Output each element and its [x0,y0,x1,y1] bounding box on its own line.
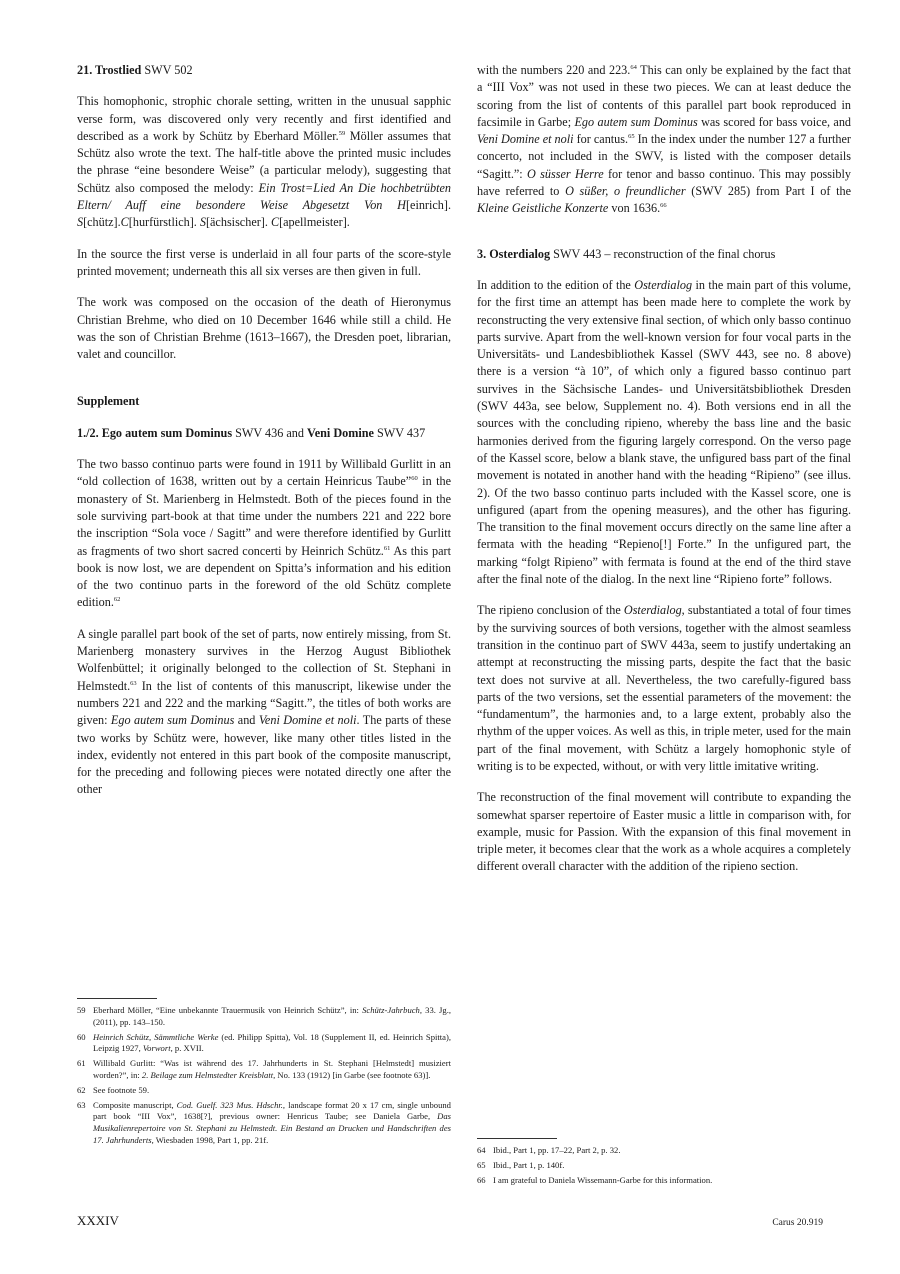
footnote-divider [77,998,157,999]
footnote: 63 Composite manuscript, Cod. Guelf. 323 Mus. Hdschr., landscape format 20 x 17 cm, single unbound part book “III Vox”, 1638[?], previous owner: Henricus Taube; see Daniela Garbe, Das Musikalienrepertoire von St. Stephani zu Helmstedt. Ein Bestand an Drucken und Handschriften des 17. Jahrhunderts, Wiesbaden 1998, Part 1, pp. 21f. [77,1099,451,1145]
paragraph: The work was composed on the occasion of the death of Hieronymus Christian Brehme, who died on 10 December 1646 while still a child. He was the son of Christian Brehme (1613–1667), the Dresden poet, librarian, valet and councillor. [77,295,451,362]
supplement-heading: Supplement [77,394,140,409]
footnotes-right [477,1138,851,1189]
paragraph: A single parallel part book of the set of parts, now entirely missing, from St. Marienberg monastery survives in the Herzog August Bibliothek Wolfenbüttel; it originally belonged to the collection of St. Stephani in Helmstedt.$^{63}$ In the list of contents of this manuscript, likewise under the numbers 221 and 222 and the marking “Sagitt.”, the titles of both works are given: Ego autem sum Dominus and Veni Domine et noli. The parts of these two works by Schütz were, however, like many other titles listed in the index, evidently not entered in this part book of the composite manuscript, for the preceding and following pieces were notated directly one after the other [77,626,451,797]
footnote-ref[interactable]: 63 [130,679,137,687]
footnote: 64 Ibid., Part 1, pp. 17–22, Part 2, p. 32. [477,1145,621,1155]
page-number: XXXIV [77,1213,119,1228]
paragraph: with the numbers 220 and 223.64 This can only be explained by the fact that a “III Vox” was not used in these two pieces. We can at least deduce the scoring from the list of contents of this parallel part book reproduced in facsimile in Garbe; Ego autem sum Dominus was scored for bass voice, and Veni Domine et noli for cantus.$^{65}$ In the index under the number 127 a further concerto, not included in the SWV, is listed with the composer details “Sagitt.”: O süsser Herre for tenor and basso continuo. This may possibly have referred to O süßer, o freundlicher (SWV 285) from Part I of the Kleine Geistliche Konzerte von 1636.66 [477,63,852,216]
footnote: 61 Willibald Gurlitt: “Was ist während des 17. Jahrhunderts in St. Stephani [Helmstedt] musiziert worden?”, in: 2. Beilage zum Helmstedter Kreisblatt, No. 133 (1912) [in Garbe (see footnote 63)]. [77,1058,451,1080]
footnote: 62 See footnote 59. [77,1084,150,1095]
paragraph: In the source the first verse is underlaid in all four parts of the score-style printed movement; underneath this all six verses are then given in full. [77,246,451,278]
footnote-ref[interactable]: 60 [411,475,418,483]
right-column [477,62,851,890]
footnote: 60 Heinrich Schütz, Sämmtliche Werke (ed. Philipp Spitta), Vol. 18 (Supplement II, ed. Heinrich Spitta), Leipzig 1927, Vorwort, p. XVII. [77,1031,451,1054]
left-column [77,62,451,813]
paragraph: In addition to the edition of the Osterdialog in the main part of this volume, for the first time an attempt has been made here to complete the work by reconstructing the very extensive final section, of which only basso continuo parts survive. Apart from the well-known version for four vocal parts in the Universitäts- und Landesbibliothek Kassel (SWV 443, see no. 8 above) there is a version “à 10”, of which only a figured basso continuo part survives in the Sächsische Landes- und Universitätsbibliothek Dresden (SWV 443a, see below, Supplement no. 4). Both versions end in all the sources with the concluding ripieno, whereby the bass line and the basic harmonies derived from the figuring largely correspond. On the verso page of the Kassel score, below a blank stave, the unfigured bass part of the final movement is notated in another hand with the heading “Ripieno” (see illus. 2). Of the two basso continuo parts included with the Kassel score, one is unfigured (apart from the opening measures), and the other has figuring. The transition to the final movement occurs directly on the same line after a fermata with the heading “Repieno[!] Forte.” In the unfigured part, the marking “folgt Ripieno” with fermata is found at the end of the third stave after the final note of the dialog. In the next line “Ripieno forte” follows. [477,277,851,587]
footnote-divider [477,1138,557,1139]
footnote-ref[interactable]: 61 [383,544,391,552]
paragraph: The reconstruction of the final movement will contribute to expanding the somewhat sparser repertoire of Easter music a little in comparison with, for example, music for Passion. With the expansion of this final movement in triple meter, it becomes clear that the work as a whole acquires a completely different overall character with the addition of the ripieno section. [477,790,851,874]
footnote-ref[interactable]: 59 [338,129,346,137]
footnote-ref[interactable]: 62 [113,596,121,604]
paragraph: The two basso continuo parts were found in 1911 by Willibald Gurlitt in an “old collection of 1638, written out by a certain Heinricus Taube”$^{60}$ in the monastery of St. Marienberg in Helmstedt. Both of the pieces found in the sole surviving part-book at that time under the numbers 221 and 222 bore the inscription “Sola voce / Sagitt” and were therefore identified by Gurlitt as fragments of two short sacred concerti by Heinrich Schütz.$^{61}$ As this part book is now lost, we are dependent on Spitta’s information and his edition of the two continuo parts in the foreword of the old Schütz complete edition.$^{62}$ [77,457,452,610]
footnote-ref[interactable]: 65 [628,133,635,141]
footnote: 66 I am grateful to Daniela Wissemann-Garbe for this information. [477,1174,713,1185]
footnotes-left [77,998,451,1150]
catalog-number: Carus 20.919 [772,1218,823,1228]
footnote-ref[interactable]: 66 [660,202,667,210]
section-heading-ego-autem: 1./2. Ego autem sum Dominus SWV 436 and Veni Domine SWV 437 [77,425,426,440]
section-heading-osterdialog: 3. Osterdialog SWV 443 – reconstruction of the final chorus [477,246,776,261]
page-footer [77,1212,823,1232]
section-heading-trostlied: 21. Trostlied SWV 502 [77,63,193,77]
footnote: 65 Ibid., Part 1, p. 140f. [477,1159,565,1170]
footnote: 59 Eberhard Möller, “Eine unbekannte Trauermusik von Heinrich Schütz”, in: Schütz-Jahrbuch, 33. Jg., (2011), pp. 143–150. [77,1005,451,1027]
footnote-ref[interactable]: 64 [630,63,637,71]
paragraph: This homophonic, strophic chorale setting, written in the unusual sapphic verse form, was discovered only very recently and first identified and described as a work by Schütz by Eberhard Möller.$^{59}$ Möller assumes that Schütz also wrote the text. The half-title above the printed music includes the phrase “eine besondere Weise” (a particular melody), suggesting that Schütz also composed the melody: Ein Trost=Lied An Die hochbetrübten Eltern/ Auff eine besondere Weise Abgesetzt Von H[einrich]. S[chütz].C[hurfürstlich]. S[ächsischer]. C[apellmeister]. [77,94,451,230]
paragraph: The ripieno conclusion of the Osterdialog, substantiated a total of four times by the surviving sources of both versions, together with the almost seamless transition in the continuo part of SWV 443a, seem to justify undertaking an attempt at reconstructing the missing parts, despite the fact that the basic text does not survive at all. Nevertheless, the two carefully-figured bass parts of the two versions, set the essential parameters of the movement: the “fundamentum”, the harmonies and, to a large extent, probably also the rhythm of the upper voices. As well as this, in triple meter, used for the main part of the final movement, with Schütz a largely homophonic style of writing is to be expected, without, or with very little imitative writing. [477,603,851,773]
